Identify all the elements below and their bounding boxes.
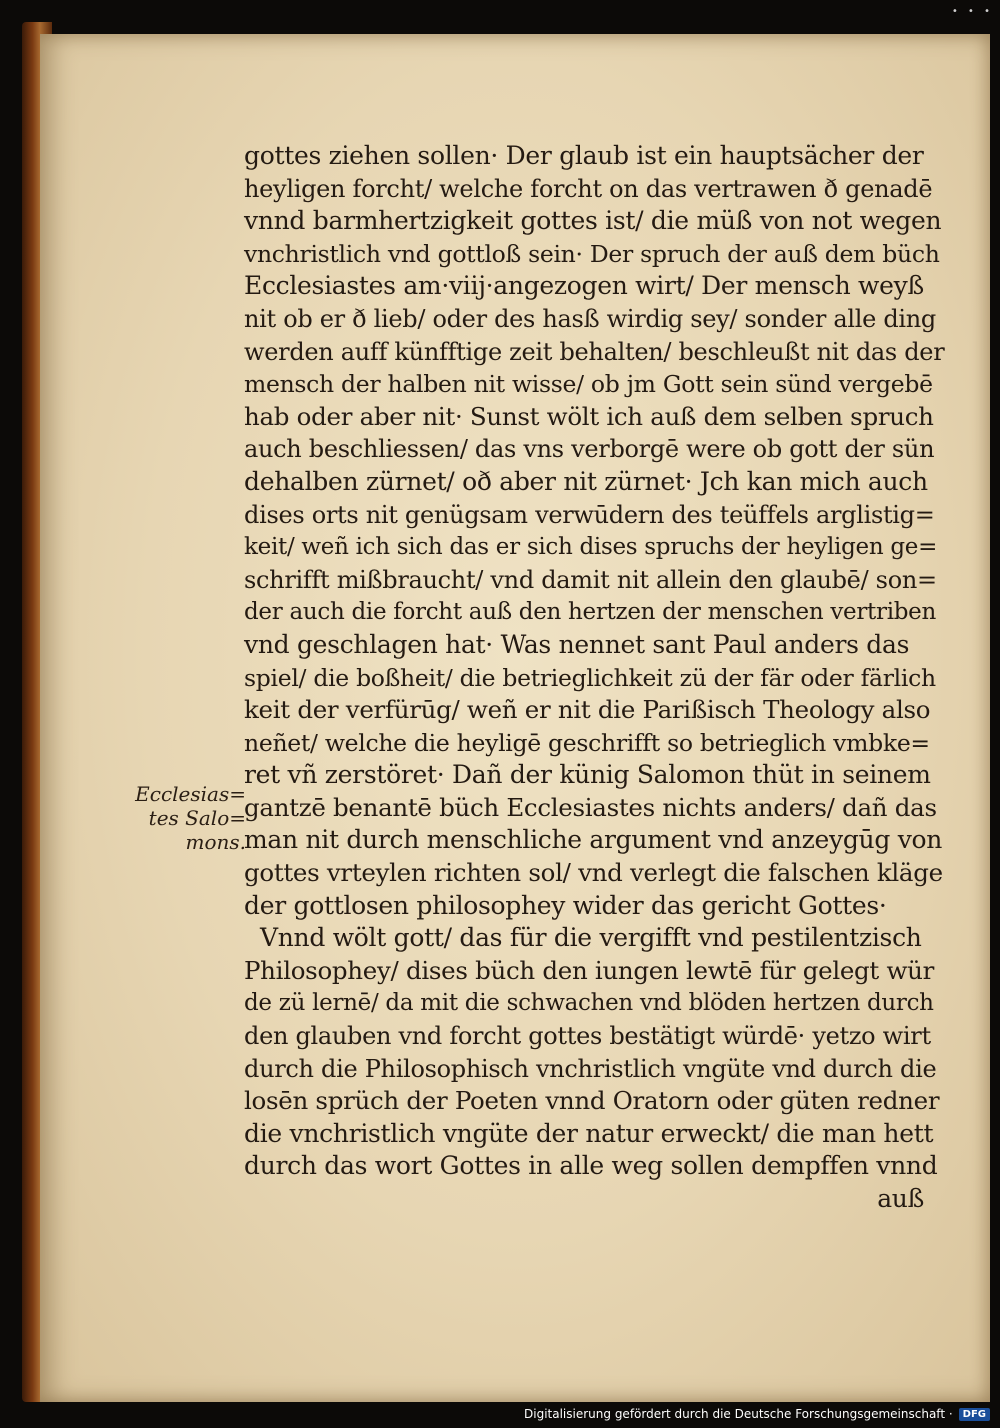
text-line: gottes ziehen sollen· Der glaub ist ein hauptsächer der bbox=[244, 141, 924, 170]
text-line: werden auff künfftige zeit behalten/ beschleußt nit das der bbox=[244, 337, 945, 366]
text-line: Vnnd wölt gott/ das für die vergifft vnd pestilentzisch bbox=[260, 923, 922, 953]
text-line: dehalben zürnet/ oð aber nit zürnet· Jch kan mich auch bbox=[244, 466, 928, 496]
text-line: hab oder aber nit· Sunst wölt ich auß dem selben spruch bbox=[244, 401, 934, 431]
marginal-note-line: Ecclesias= bbox=[135, 782, 246, 806]
marginal-note-line: tes Salo= bbox=[148, 806, 246, 830]
text-line: heyligen forcht/ welche forcht on das vertrawen ð genadē bbox=[244, 174, 933, 203]
text-line: de zü lernē/ da mit die schwachen vnd blöden hertzen durch bbox=[244, 990, 934, 1017]
dfg-logo: DFG bbox=[959, 1408, 990, 1421]
text-line: neñet/ welche die heyligē geschrifft so betrieglich vmbke= bbox=[244, 728, 930, 757]
text-line: schrifft mißbraucht/ vnd damit nit allein den glaubē/ son= bbox=[244, 565, 937, 594]
text-line: mensch der halben nit wisse/ ob jm Gott sein sünd vergebē bbox=[244, 370, 933, 399]
text-line: man nit durch menschliche argument vnd anzeygūg von bbox=[244, 825, 943, 855]
footer-credit-bar bbox=[524, 1404, 990, 1424]
text-line: keit der verfürūg/ weñ er nit die Parißisch Theology also bbox=[244, 695, 931, 725]
main-text-block bbox=[244, 140, 944, 1216]
text-line: ret vñ zerstöret· Dañ der künig Salomon thüt in seinem bbox=[244, 760, 931, 790]
corner-marks: • • • bbox=[951, 6, 992, 17]
text-line: der auch die forcht auß den hertzen der menschen vertriben bbox=[244, 599, 936, 626]
text-line: der gottlosen philosophey wider das gericht Gottes· bbox=[244, 890, 887, 920]
text-line: durch das wort Gottes in alle weg sollen dempffen vnnd bbox=[244, 1151, 938, 1181]
text-line: Philosophey/ dises büch den iungen lewtē für gelegt wür bbox=[244, 955, 935, 985]
text-line: durch die Philosophisch vnchristlich vngüte vnd durch die bbox=[244, 1054, 937, 1083]
marginal-note bbox=[106, 782, 246, 854]
text-line: Ecclesiastes am·viij·angezogen wirt/ Der mensch weyß bbox=[244, 271, 924, 301]
text-line: gantzē benantē büch Ecclesiastes nichts anders/ dañ das bbox=[244, 792, 937, 822]
text-line: gottes vrteylen richten sol/ vnd verlegt die falschen kläge bbox=[244, 858, 943, 888]
text-line: nit ob er ð lieb/ oder des hasß wirdig sey/ sonder alle ding bbox=[244, 304, 936, 333]
text-line: keit/ weñ ich sich das er sich dises spruchs der heyligen ge= bbox=[244, 534, 938, 561]
text-line: spiel/ die boßheit/ die betrieglichkeit zü der fär oder färlich bbox=[244, 663, 936, 692]
text-line: die vnchristlich vngüte der natur erweckt/ die man hett bbox=[244, 1118, 934, 1148]
text-line: losēn sprüch der Poeten vnnd Oratorn oder güten redner bbox=[244, 1086, 940, 1116]
text-line: vnnd barmhertzigkeit gottes ist/ die müß von not wegen bbox=[244, 206, 942, 236]
text-line: dises orts nit genügsam verwūdern des teüffels arglistig= bbox=[244, 500, 935, 529]
text-line: den glauben vnd forcht gottes bestätigt würdē· yetzo wirt bbox=[244, 1022, 931, 1051]
catchword: auß bbox=[877, 1184, 924, 1213]
text-line: vnd geschlagen hat· Was nennet sant Paul anders das bbox=[244, 629, 910, 659]
marginal-note-line: mons. bbox=[185, 830, 246, 854]
text-line: vnchristlich vnd gottloß sein· Der spruch der auß dem büch bbox=[244, 239, 940, 268]
footer-credit: Digitalisierung gefördert durch die Deutsche Forschungsgemeinschaft · bbox=[524, 1407, 953, 1421]
text-line: auch beschliessen/ das vns verborgē were ob gott der sün bbox=[244, 435, 935, 464]
